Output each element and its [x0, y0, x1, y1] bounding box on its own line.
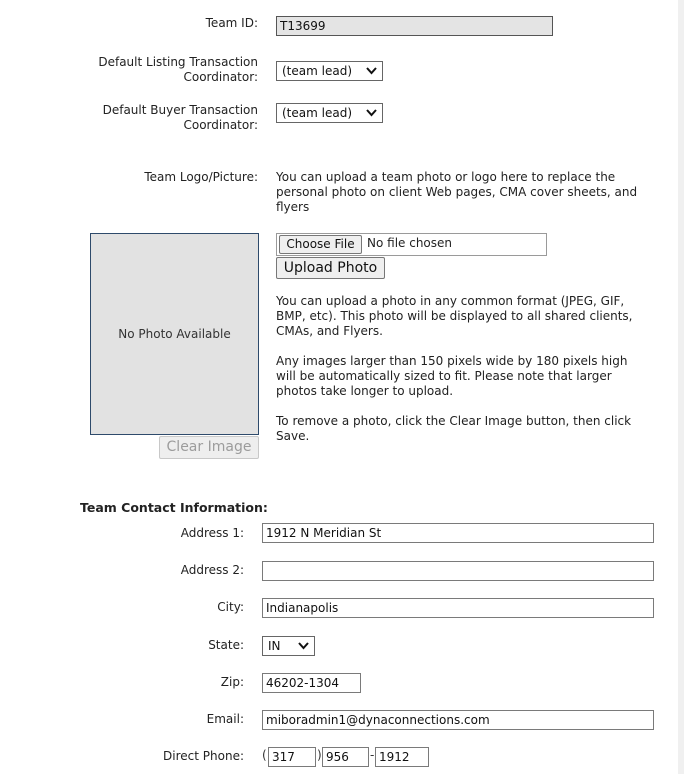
upload-photo-button[interactable]: Upload Photo — [276, 257, 385, 279]
no-photo-text: No Photo Available — [118, 327, 231, 341]
photo-remove-text: To remove a photo, click the Clear Image button, then click Save. — [276, 414, 632, 443]
buyer-coordinator-label: Default Buyer Transaction Coordinator: — [102, 103, 258, 132]
zip-label: Zip: — [220, 675, 244, 689]
photo-preview — [90, 233, 259, 435]
phone-prefix-input[interactable] — [322, 747, 369, 767]
choose-file-button[interactable]: Choose File — [279, 235, 362, 254]
chevron-down-icon — [298, 642, 309, 650]
contact-section-heading: Team Contact Information: — [80, 500, 268, 515]
city-label: City: — [217, 600, 244, 614]
logo-intro-text: You can upload a team photo or logo here to replace the personal photo on client Web pages, CMA cover sheets, and flyers — [276, 170, 638, 214]
phone-close-paren: ) — [317, 748, 322, 762]
address2-label: Address 2: — [180, 563, 244, 577]
phone-area-input[interactable] — [268, 747, 316, 767]
address1-label: Address 1: — [180, 526, 244, 540]
address1-input[interactable] — [262, 523, 654, 543]
address2-input[interactable] — [262, 561, 654, 581]
phone-line-input[interactable] — [375, 747, 429, 767]
listing-coordinator-select[interactable]: (team lead) — [276, 61, 383, 81]
photo-format-text: You can upload a photo in any common format (JPEG, GIF, BMP, etc). This photo will be displayed to all shared clients, CMAs, and Flyers. — [276, 294, 633, 338]
team-logo-label: Team Logo/Picture: — [144, 170, 258, 184]
listing-coordinator-label: Default Listing Transaction Coordinator: — [98, 55, 258, 84]
phone-label: Direct Phone: — [163, 749, 244, 763]
email-input[interactable] — [262, 710, 654, 730]
team-id-label: Team ID: — [205, 16, 258, 30]
city-input[interactable] — [262, 598, 654, 618]
chevron-down-icon — [366, 67, 377, 75]
buyer-coordinator-select[interactable]: (team lead) — [276, 103, 383, 123]
email-label: Email: — [206, 712, 244, 726]
state-select[interactable]: IN — [262, 636, 315, 656]
clear-image-button[interactable]: Clear Image — [159, 436, 259, 459]
team-id-field[interactable] — [276, 16, 553, 36]
chevron-down-icon — [366, 109, 377, 117]
no-file-text: No file chosen — [367, 236, 453, 250]
photo-size-text: Any images larger than 150 pixels wide by 180 pixels high will be automatically sized to fit. Please note that larger photos take longer to upload. — [276, 354, 628, 398]
phone-open-paren: ( — [262, 748, 267, 762]
zip-input[interactable] — [262, 673, 361, 693]
state-label: State: — [208, 638, 244, 652]
phone-dash: - — [370, 748, 375, 762]
